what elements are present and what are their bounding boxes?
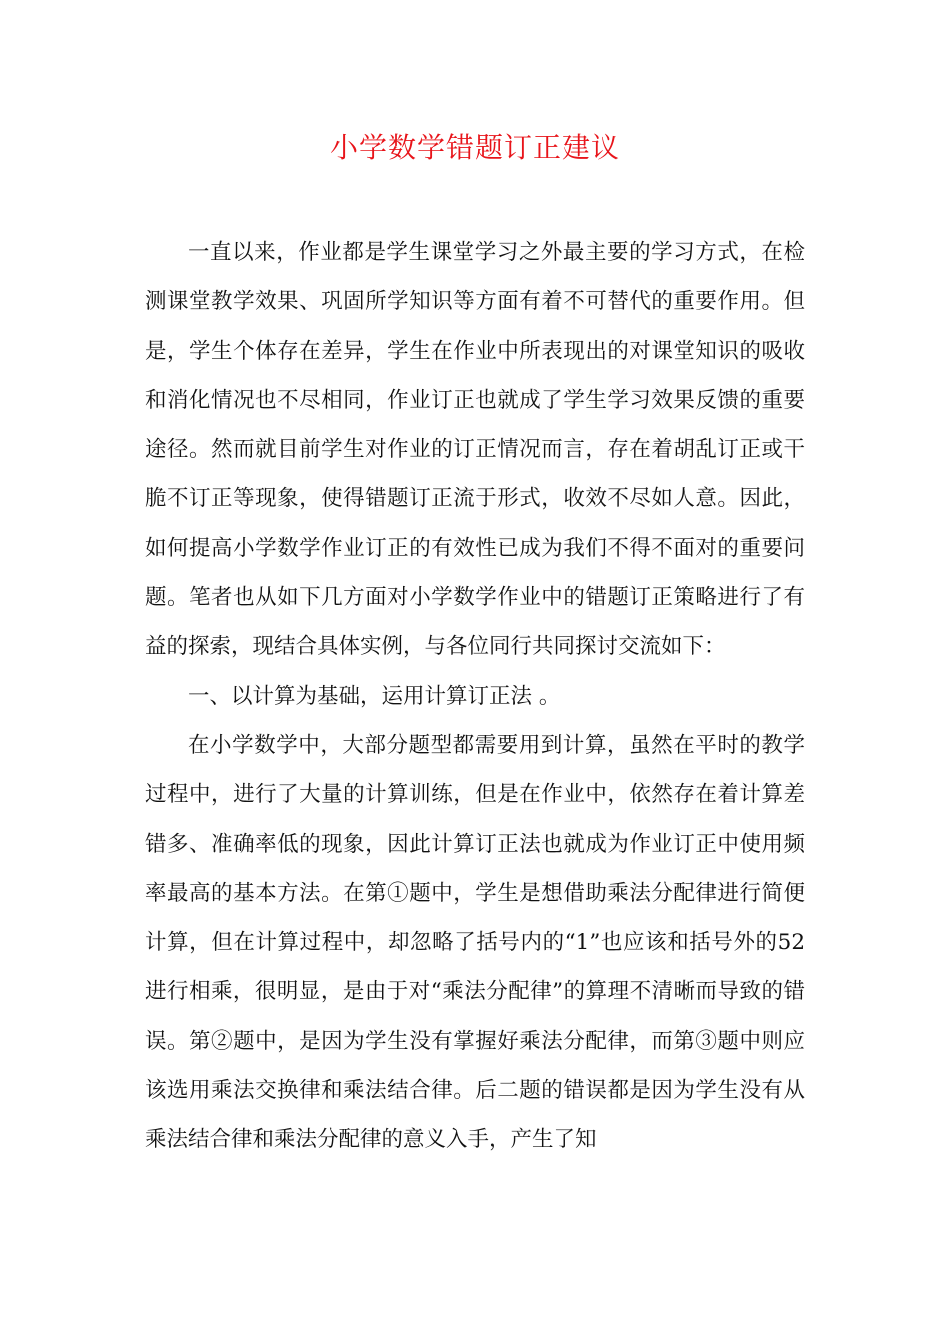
paragraph-calculation: 在小学数学中，大部分题型都需要用到计算，虽然在平时的教学过程中，进行了大量的计算训练，但是在作业中，依然存在着计算差错多、准确率低的现象，因此计算订正法也就成为作业订正中使用频率最高的基本方法。在第①题中，学生是想借助乘法分配律进行简便计算，但在计算过程中，却忽略了括号内的“1”也应该和括号外的52进行相乘，很明显，是由于对“乘法分配律”的算理不清晰而导致的错误。第②题中，是因为学生没有掌握好乘法分配律，而第③题中则应该选用乘法交换律和乘法结合律。后二题的错误都是因为学生没有从乘法结合律和乘法分配律的意义入手，产生了知 xyxy=(145,732,805,1153)
document-body xyxy=(145,228,805,1165)
document-title: 小学数学错题订正建议 xyxy=(329,131,620,164)
section-heading-1: 一、以计算为基础，运用计算订正法 。 xyxy=(188,683,561,709)
paragraph-intro: 一直以来，作业都是学生课堂学习之外最主要的学习方式，在检测课堂教学效果、巩固所学知识等方面有着不可替代的重要作用。但是，学生个体存在差异，学生在作业中所表现出的对课堂知识的吸收和消化情况也不尽相同，作业订正也就成了学生学习效果反馈的重要途径。然而就目前学生对作业的订正情况而言，存在着胡乱订正或干脆不订正等现象，使得错题订正流于形式，收效不尽如人意。因此，如何提高小学数学作业订正的有效性已成为我们不得不面对的重要问题。笔者也从如下几方面对小学数学作业中的错题订正策略进行了有益的探索，现结合具体实例，与各位同行共同探讨交流如下： xyxy=(145,240,805,660)
